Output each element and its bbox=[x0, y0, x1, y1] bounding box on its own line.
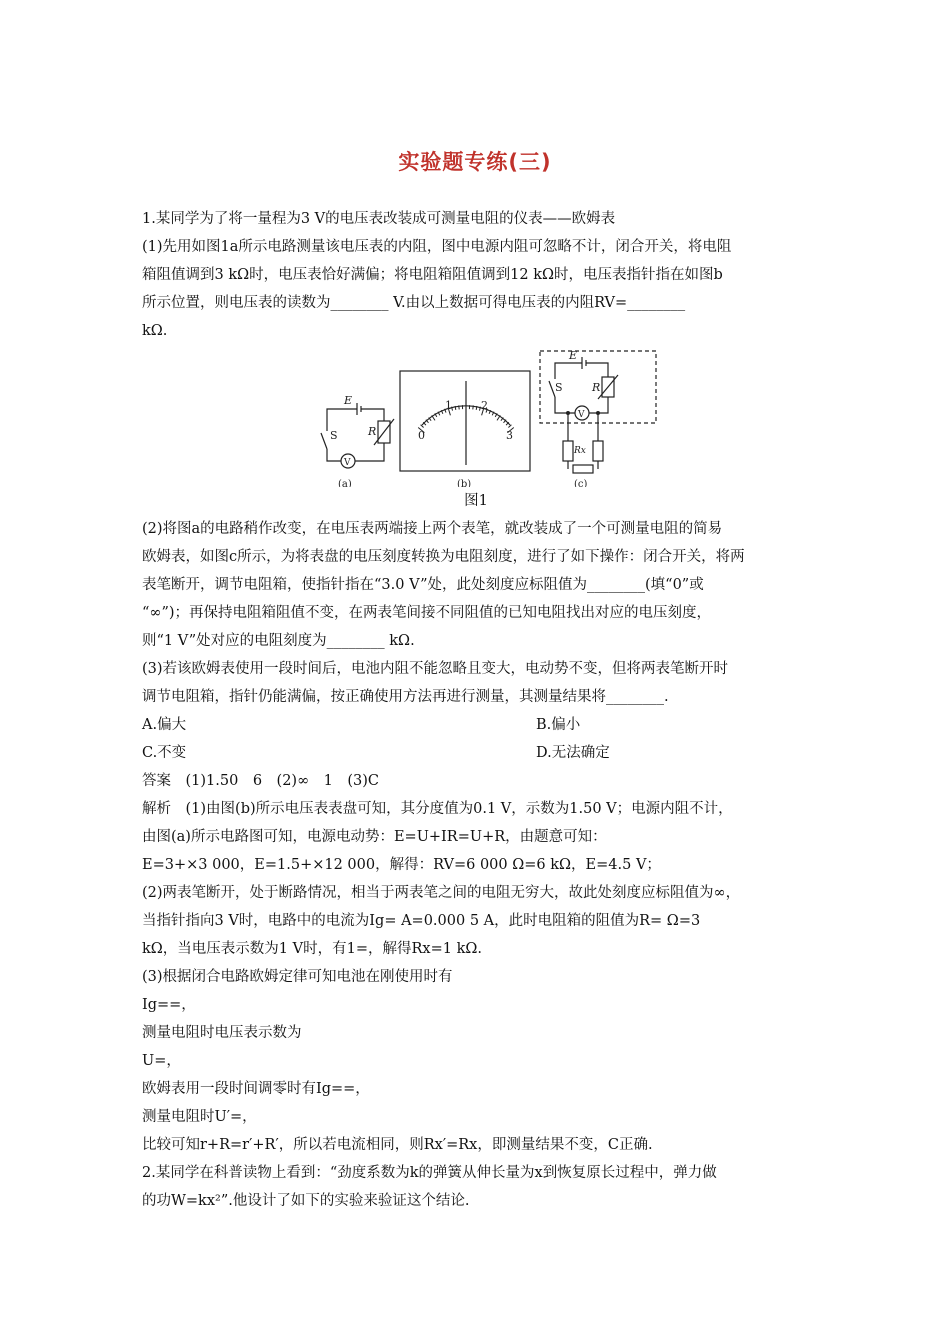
label-S-c: S bbox=[555, 381, 563, 394]
scale-3: 3 bbox=[506, 429, 513, 442]
option-c: C.不变 bbox=[142, 745, 187, 761]
q1-stem: 1.某同学为了将一量程为3 V的电压表改装成可测量电阻的仪表——欧姆表 bbox=[142, 211, 616, 227]
label-R-a: R bbox=[368, 425, 377, 438]
scale-tick bbox=[476, 406, 477, 410]
q1-part2-line3: 表笔断开，调节电阻箱，使指针指在“3.0 V”处，此处刻度应标阻值为________(填“0”或 bbox=[142, 577, 704, 593]
label-V-c: V bbox=[578, 410, 585, 420]
label-V-a: V bbox=[344, 458, 351, 468]
answer-options bbox=[142, 711, 810, 767]
q1-part1-line4: kΩ. bbox=[142, 323, 168, 339]
option-b: B.偏小 bbox=[536, 717, 581, 733]
scale-1: 1 bbox=[445, 399, 452, 412]
document-body bbox=[142, 205, 810, 1215]
q1-part2-line5: 则“1 V”处对应的电阻刻度为________ kΩ. bbox=[142, 633, 415, 649]
label-E-c: E bbox=[569, 349, 578, 362]
scale-tick bbox=[432, 415, 435, 420]
scale-tick bbox=[473, 405, 474, 409]
option-a: A.偏大 bbox=[142, 717, 187, 733]
label-R-c: R bbox=[592, 381, 601, 394]
analysis-line: 测量电阻时电压表示数为 bbox=[142, 1025, 302, 1041]
analysis-line: 比较可知r+R=r′+R′，所以若电流相同，则Rx′=Rx，即测量结果不变，C正确. bbox=[142, 1137, 653, 1153]
q1-part1-line3: 所示位置，则电压表的读数为________ V.由以上数据可得电压表的内阻RV=________ bbox=[142, 295, 686, 311]
analysis-line: 欧姆表用一段时间调零时有Ig==， bbox=[142, 1081, 370, 1097]
analysis-line: U=， bbox=[142, 1053, 181, 1069]
q2-line2: 的功W=kx²”.他设计了如下的实验来验证这个结论. bbox=[142, 1193, 470, 1209]
q1-part3-line1: (3)若该欧姆表使用一段时间后，电池内阻不能忽略且变大，电动势不变，但将两表笔断开时 bbox=[142, 661, 729, 677]
analysis-line: Ig==， bbox=[142, 997, 196, 1013]
figure-1 bbox=[142, 349, 810, 487]
scale-2: 2 bbox=[481, 399, 488, 412]
analysis-line: 当指针指向3 V时，电路中的电流为Ig= A=0.000 5 A，此时电阻箱的阻值为R= Ω=3 bbox=[142, 913, 701, 929]
analysis-line: 解析 (1)由图(b)所示电压表表盘可知，其分度值为0.1 V，示数为1.50 V；电源内阻不计， bbox=[142, 801, 733, 817]
label-b: (b) bbox=[457, 479, 472, 487]
figure-caption: 图1 bbox=[464, 493, 488, 509]
q1-part1-line1: (1)先用如图1a所示电路测量该电压表的内阻，图中电源内阻可忽略不计，闭合开关，将电阻 bbox=[142, 239, 732, 255]
label-a: (a) bbox=[338, 479, 352, 487]
scale-tick bbox=[497, 415, 500, 420]
scale-0: 0 bbox=[418, 429, 425, 442]
q1-part1-line2: 箱阻值调到3 kΩ时，电压表恰好满偏；将电阻箱阻值调到12 kΩ时，电压表指针指在如图b bbox=[142, 267, 723, 283]
scale-tick bbox=[455, 406, 456, 410]
scale-tick bbox=[459, 405, 460, 409]
label-c: (c) bbox=[574, 479, 588, 487]
analysis-line: kΩ，当电压表示数为1 V时，有1=，解得Rx=1 kΩ. bbox=[142, 941, 482, 957]
analysis-line: (2)两表笔断开，处于断路情况，相当于两表笔之间的电阻无穷大，故此处刻度应标阻值为∞， bbox=[142, 885, 741, 901]
circuit-figure bbox=[142, 349, 810, 487]
label-Rx: Rx bbox=[574, 446, 586, 456]
q1-part2-line2: 欧姆表，如图c所示，为将表盘的电压刻度转换为电阻刻度，进行了如下操作：闭合开关，将两 bbox=[142, 549, 745, 565]
q1-part2-line1: (2)将图a的电路稍作改变，在电压表两端接上两个表笔，就改装成了一个可测量电阻的简易 bbox=[142, 521, 723, 537]
page-title: 实验题专练(三) bbox=[398, 150, 552, 174]
analysis-line: 测量电阻时U′=， bbox=[142, 1109, 257, 1125]
answer-line: 答案 (1)1.50 6 (2)∞ 1 (3)C bbox=[142, 773, 380, 789]
analysis-line: E=3+×3 000，E=1.5+×12 000，解得：RV=6 000 Ω=6 kΩ，E=4.5 V； bbox=[142, 857, 661, 873]
analysis-line: (3)根据闭合电路欧姆定律可知电池在刚使用时有 bbox=[142, 969, 453, 985]
analysis-line: 由图(a)所示电路图可知，电源电动势：E=U+IR=U+R，由题意可知： bbox=[142, 829, 607, 845]
label-S-a: S bbox=[330, 429, 338, 442]
q1-part3-line2: 调节电阻箱，指针仍能满偏，按正确使用方法再进行测量，其测量结果将________. bbox=[142, 689, 669, 705]
q2-line1: 2.某同学在科普读物上看到：“劲度系数为k的弹簧从伸长量为x到恢复原长过程中，弹力做 bbox=[142, 1165, 717, 1181]
q1-part2-line4: “∞”)；再保持电阻箱阻值不变，在两表笔间接不同阻值的已知电阻找出对应的电压刻度， bbox=[142, 605, 712, 621]
scale-tick bbox=[508, 425, 511, 428]
label-E-a: E bbox=[344, 394, 353, 407]
option-d: D.无法确定 bbox=[536, 745, 610, 761]
scale-tick bbox=[421, 425, 424, 428]
